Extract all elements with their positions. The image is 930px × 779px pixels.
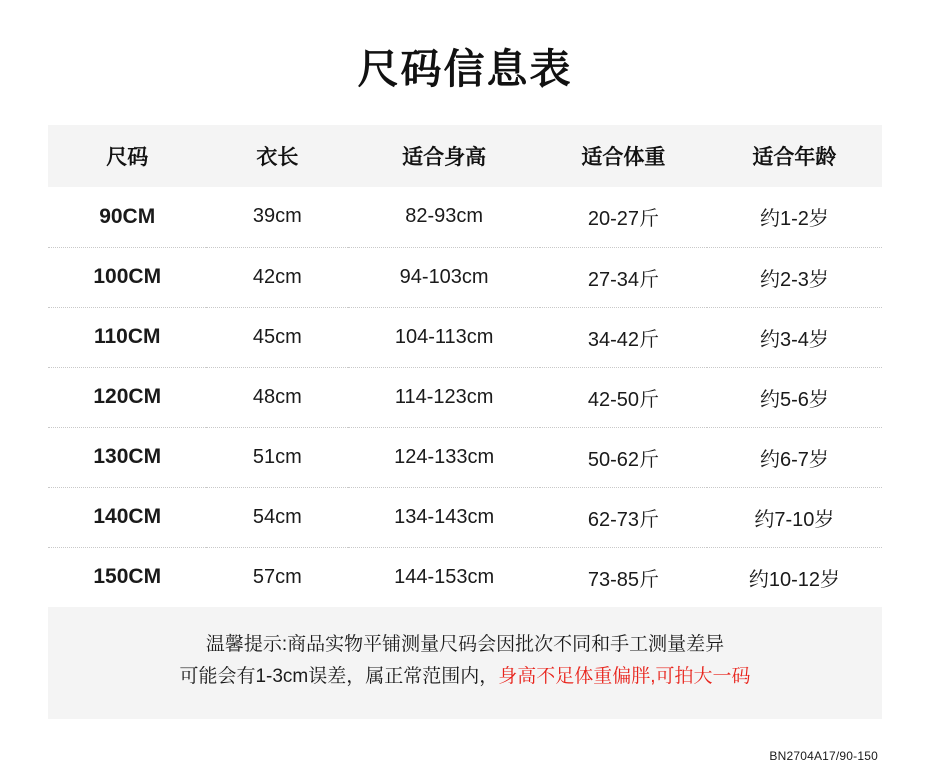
table-row: [48, 487, 882, 547]
cell-weight: 73-85斤: [587, 568, 659, 591]
cell-length: 39cm: [206, 187, 348, 247]
size-table-container: [48, 125, 882, 607]
cell-weight: 42-50斤: [540, 367, 707, 427]
size-table: [48, 125, 882, 607]
table-header-row: [48, 125, 882, 187]
table-body: [48, 187, 882, 607]
cell-weight: 50-62斤: [540, 427, 707, 487]
table-row: [48, 547, 882, 607]
table-row: [48, 307, 882, 367]
cell-length: 48cm: [206, 367, 348, 427]
cell-weight: 34-42斤: [540, 307, 707, 367]
cell-size: 130CM: [48, 427, 206, 487]
notice-line-2: [58, 661, 872, 693]
cell-age: 约10-12岁: [748, 568, 840, 591]
cell-size: 100CM: [48, 247, 206, 307]
cell-size: 140CM: [48, 487, 206, 547]
page-title: 尺码信息表: [357, 46, 573, 92]
cell-height: 82-93cm: [348, 187, 540, 247]
notice-line-2-text: 可能会有1-3cm误差，属正常范围内，: [179, 666, 499, 687]
notice-line-1: 温馨提示:商品实物平铺测量尺码会因批次不同和手工测量差异: [205, 634, 725, 655]
notice-panel: [48, 607, 882, 719]
cell-size: 90CM: [48, 187, 206, 247]
table-row: [48, 427, 882, 487]
column-header-age: 适合年龄: [707, 125, 882, 187]
table-header: [48, 125, 882, 187]
cell-length: 42cm: [206, 247, 348, 307]
cell-height: 124-133cm: [348, 427, 540, 487]
cell-age: 约7-10岁: [707, 487, 882, 547]
cell-length: 51cm: [206, 427, 348, 487]
cell-size: 120CM: [48, 367, 206, 427]
cell-age: 约6-7岁: [707, 427, 882, 487]
cell-age: 约1-2岁: [707, 187, 882, 247]
column-header-height: 适合身高: [348, 125, 540, 187]
cell-height: 144-153cm: [394, 565, 495, 588]
cell-age: 约2-3岁: [707, 247, 882, 307]
cell-age: 约3-4岁: [707, 307, 882, 367]
notice-line-2-highlight: 身高不足体重偏胖,可拍大一码: [498, 666, 751, 687]
cell-weight: 20-27斤: [540, 187, 707, 247]
product-code: BN2704A17/90-150: [769, 749, 878, 763]
cell-size: 150CM: [93, 565, 162, 589]
table-row: [48, 187, 882, 247]
column-header-weight: 适合体重: [540, 125, 707, 187]
cell-age: 约5-6岁: [707, 367, 882, 427]
cell-length: 57cm: [252, 565, 302, 588]
cell-length: 54cm: [206, 487, 348, 547]
column-header-size: 尺码: [48, 125, 206, 187]
cell-height: 104-113cm: [348, 307, 540, 367]
column-header-length: 衣长: [206, 125, 348, 187]
table-row: [48, 247, 882, 307]
cell-height: 114-123cm: [348, 367, 540, 427]
cell-height: 94-103cm: [348, 247, 540, 307]
cell-weight: 27-34斤: [540, 247, 707, 307]
cell-size: 110CM: [48, 307, 206, 367]
cell-weight: 62-73斤: [540, 487, 707, 547]
cell-height: 134-143cm: [348, 487, 540, 547]
table-row: [48, 367, 882, 427]
cell-length: 45cm: [206, 307, 348, 367]
